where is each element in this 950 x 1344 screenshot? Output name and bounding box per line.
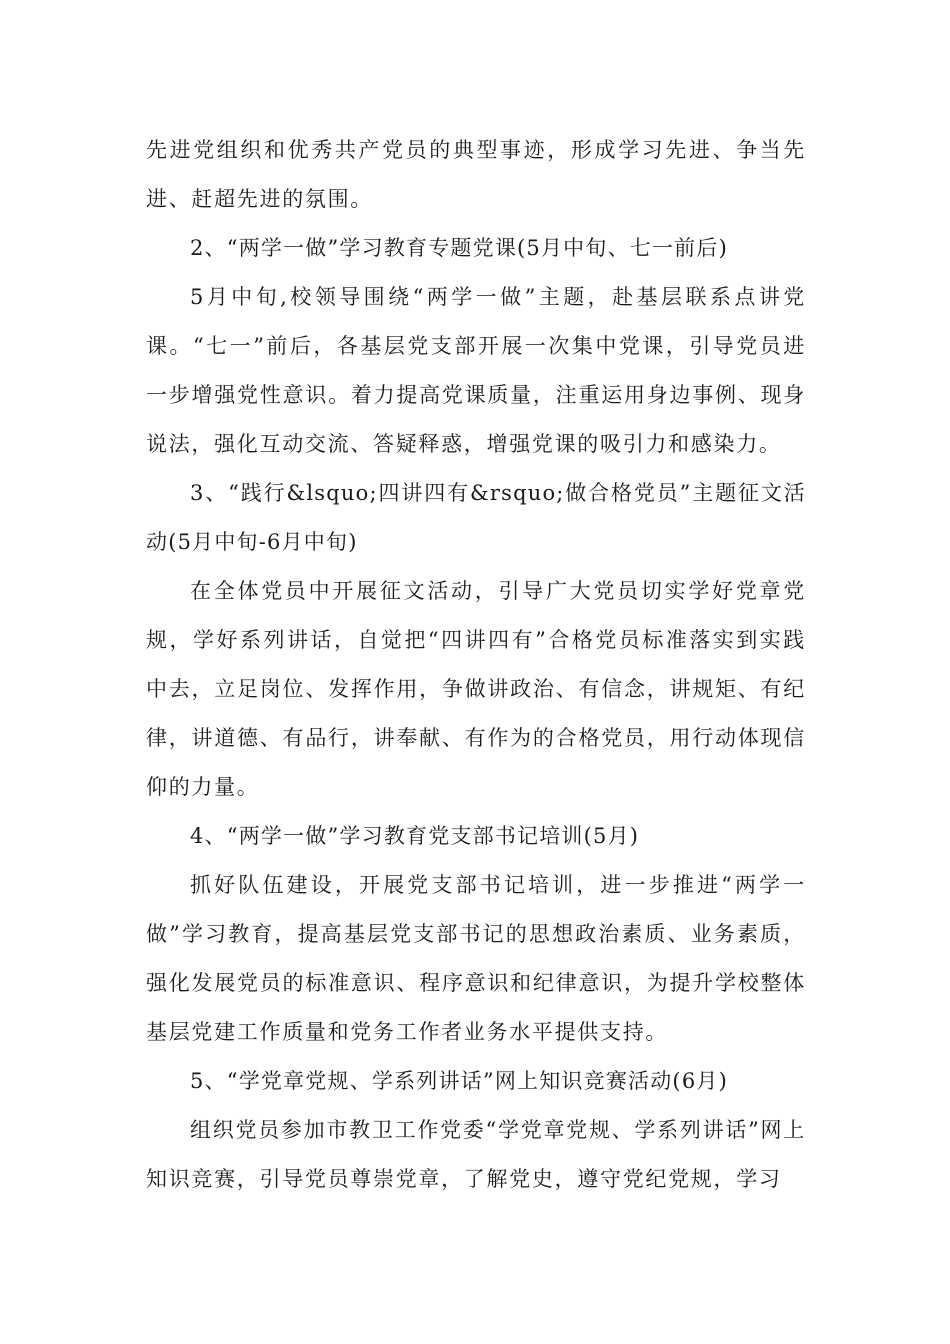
section-heading-3: 3、“践行&lsquo;四讲四有&rsquo;做合格党员”主题征文活动(5月中旬-6月中旬) <box>146 481 806 554</box>
paragraph-online-quiz: 组织党员参加市教卫工作党委“学党章党规、学系列讲话”网上知识竞赛，引导党员尊崇党章，了解党史，遵守党纪党规，学习 <box>146 1118 806 1191</box>
section-heading-5: 5、“学党章党规、学系列讲话”网上知识竞赛活动(6月) <box>190 1069 728 1093</box>
paragraph-secretary-training: 抓好队伍建设，开展党支部书记培训，进一步推进“两学一做”学习教育，提高基层党支部书记的思想政治素质、业务素质，强化发展党员的标准意识、程序意识和纪律意识，为提升学校整体基层党建工作质量和党务工作者业务水平提供支持。 <box>146 873 806 1044</box>
paragraph-continuation: 先进党组织和优秀共产党员的典型事迹，形成学习先进、争当先进、赶超先进的氛围。 <box>146 138 806 211</box>
document-body <box>146 126 806 1204</box>
section-heading-4: 4、“两学一做”学习教育党支部书记培训(5月) <box>190 824 640 848</box>
paragraph-party-lecture: 5月中旬,校领导围绕“两学一做”主题，赴基层联系点讲党课。“七一”前后，各基层党支部开展一次集中党课，引导党员进一步增强党性意识。着力提高党课质量，注重运用身边事例、现身说法，强化互动交流、答疑释惑，增强党课的吸引力和感染力。 <box>146 285 806 456</box>
paragraph-essay-activity: 在全体党员中开展征文活动，引导广大党员切实学好党章党规，学好系列讲话，自觉把“四讲四有”合格党员标准落实到实践中去，立足岗位、发挥作用，争做讲政治、有信念，讲规矩、有纪律，讲道德、有品行，讲奉献、有作为的合格党员，用行动体现信仰的力量。 <box>146 579 806 799</box>
section-heading-2: 2、“两学一做”学习教育专题党课(5月中旬、七一前后) <box>190 236 728 260</box>
